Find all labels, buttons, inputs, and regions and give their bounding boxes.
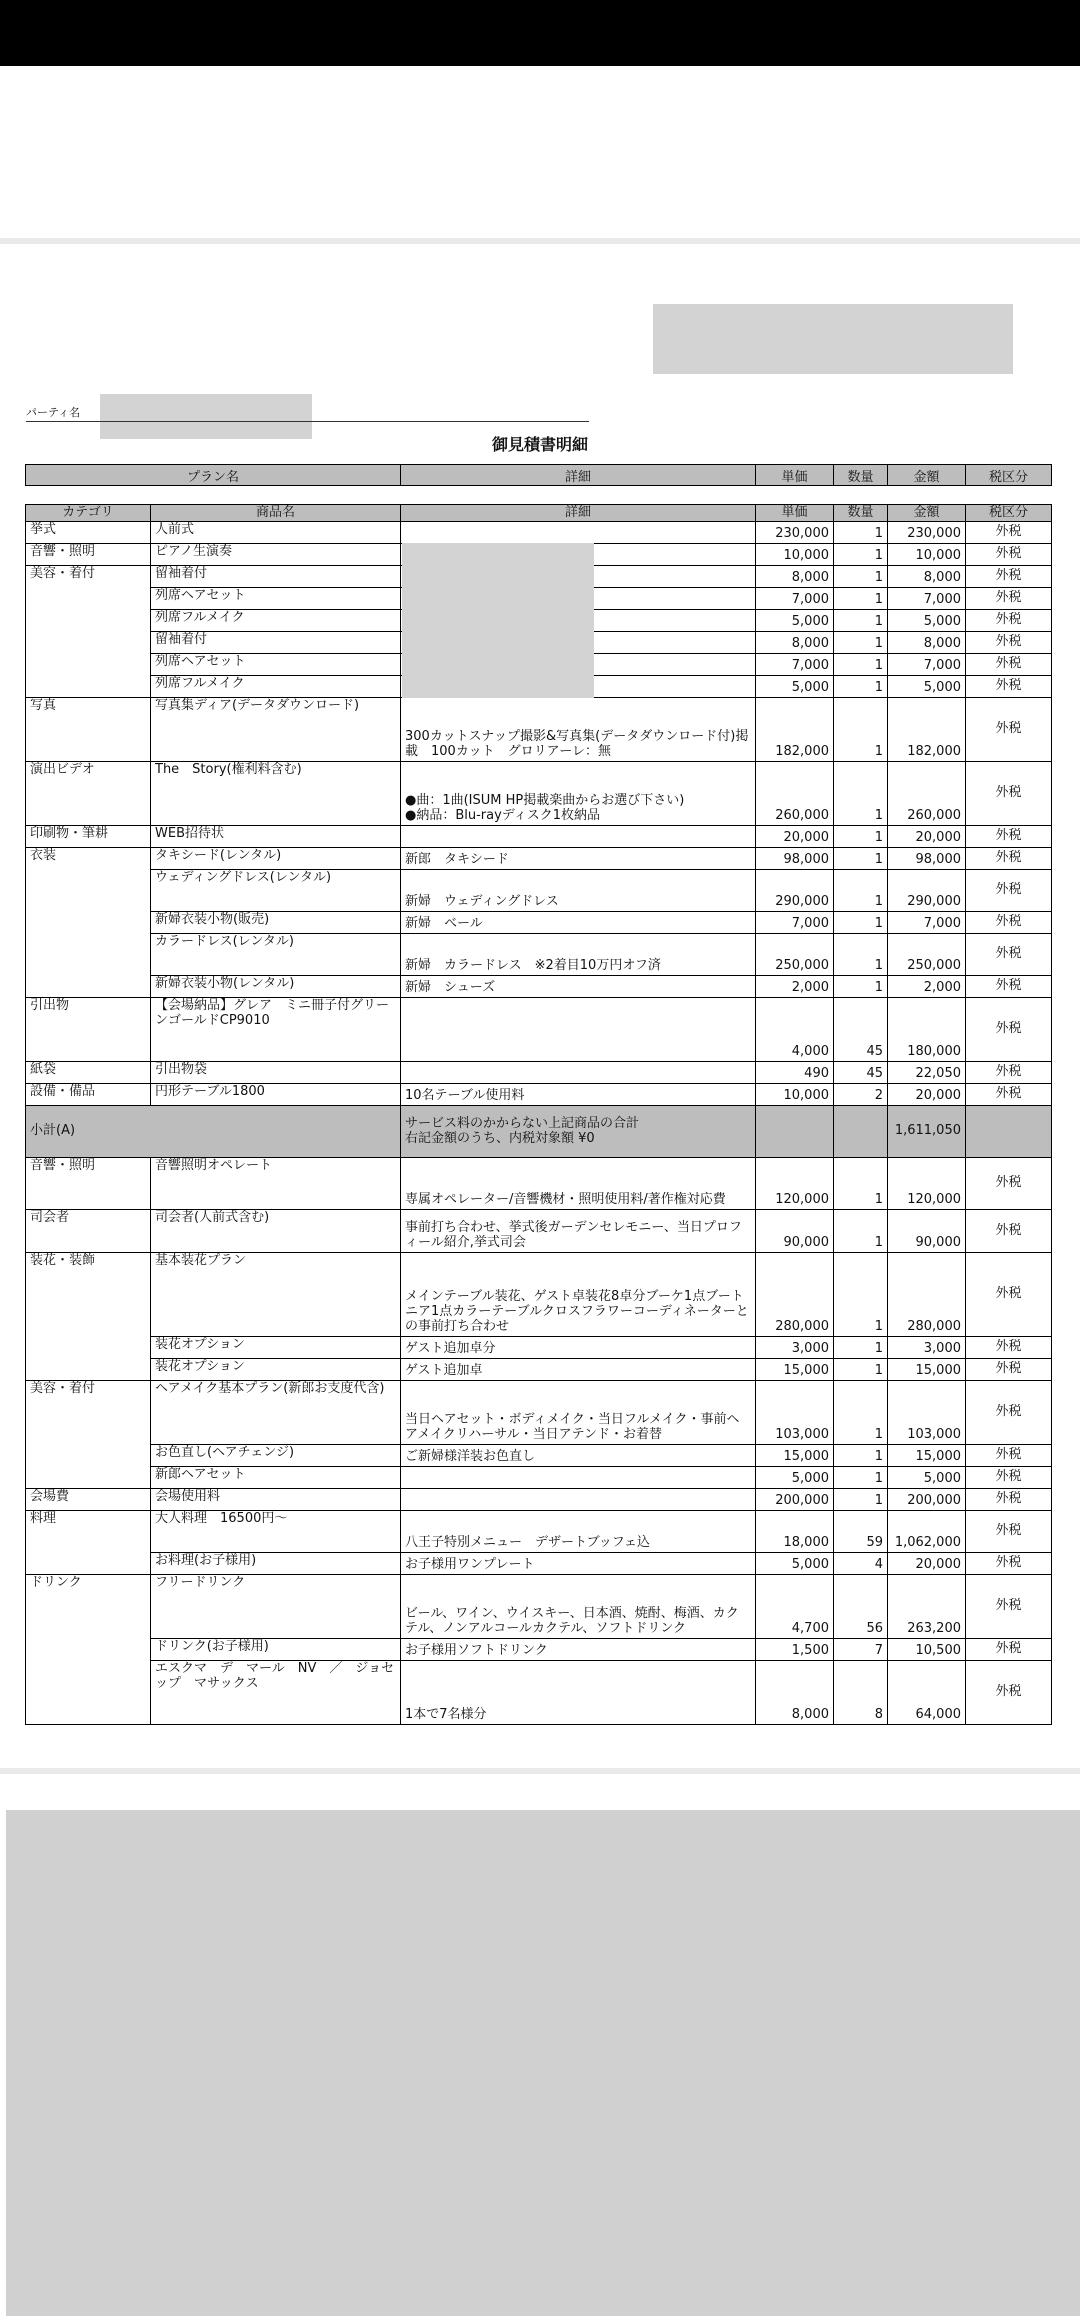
amount-cell: 250,000 (888, 934, 966, 976)
detail-cell: 1本で7名様分 (401, 1661, 756, 1725)
quantity-cell: 1 (834, 976, 888, 998)
category-cell (26, 976, 151, 998)
tax-category-cell: 外税 (966, 826, 1052, 848)
detail-cell: ゲスト追加卓 (401, 1359, 756, 1381)
item-name-cell: ウェディングドレス(レンタル) (151, 870, 401, 912)
detail-cell (401, 522, 756, 544)
category-cell: 料理 (26, 1511, 151, 1553)
tax-category-cell: 外税 (966, 762, 1052, 826)
unit-price-cell: 7,000 (756, 912, 834, 934)
plan-tax-header: 税区分 (966, 465, 1052, 486)
unit-price-cell: 5,000 (756, 1467, 834, 1489)
tax-category-cell: 外税 (966, 1445, 1052, 1467)
detail-cell: 事前打ち合わせ、挙式後ガーデンセレモニー、当日プロフィール紹介,挙式司会 (401, 1210, 756, 1253)
redacted-block (402, 543, 594, 698)
document-title: 御見積書明細 (491, 435, 588, 454)
amount-cell: 5,000 (888, 1467, 966, 1489)
table-row (26, 998, 1052, 1062)
amount-cell: 8,000 (888, 566, 966, 588)
unit-price-cell: 120,000 (756, 1158, 834, 1210)
unit-price-cell: 15,000 (756, 1445, 834, 1467)
tax-category-cell: 外税 (966, 1553, 1052, 1575)
tax-category-cell: 外税 (966, 1084, 1052, 1106)
subtotal-note-1: サービス料のかからない上記商品の合計 (405, 1115, 640, 1131)
status-bar (0, 0, 1080, 66)
amount-cell: 180,000 (888, 998, 966, 1062)
amount-cell: 7,000 (888, 912, 966, 934)
detail-cell: 新婦 シューズ (401, 976, 756, 998)
unit-price-cell: 5,000 (756, 1553, 834, 1575)
subtotal-detail (401, 1106, 756, 1158)
quantity-cell: 1 (834, 762, 888, 826)
category-cell: 演出ビデオ (26, 762, 151, 826)
quantity-cell: 45 (834, 998, 888, 1062)
table-row (26, 1062, 1052, 1084)
amount-cell: 5,000 (888, 610, 966, 632)
quantity-cell: 1 (834, 632, 888, 654)
detail-cell: ゲスト追加卓分 (401, 1337, 756, 1359)
category-cell (26, 1661, 151, 1725)
amount-cell: 98,000 (888, 848, 966, 870)
unit-price-cell: 90,000 (756, 1210, 834, 1253)
item-name-cell: 装花オプション (151, 1337, 401, 1359)
quantity-cell: 1 (834, 676, 888, 698)
amount-cell: 263,200 (888, 1575, 966, 1639)
amount-cell: 290,000 (888, 870, 966, 912)
tax-category-cell: 外税 (966, 522, 1052, 544)
item-name-cell: お料理(お子様用) (151, 1553, 401, 1575)
amount-cell: 182,000 (888, 698, 966, 762)
item-name-cell: ドリンク(お子様用) (151, 1639, 401, 1661)
amount-cell: 230,000 (888, 522, 966, 544)
amount-cell: 10,000 (888, 544, 966, 566)
category-cell (26, 610, 151, 632)
category-cell (26, 1337, 151, 1359)
quantity-cell: 1 (834, 698, 888, 762)
detail-cell (401, 1467, 756, 1489)
tax-column-header: 税区分 (966, 505, 1052, 522)
item-name-cell: カラードレス(レンタル) (151, 934, 401, 976)
detail-cell: 当日ヘアセット・ボディメイク・当日フルメイク・事前ヘアメイクリハーサル・当日アテンド・お着替 (401, 1381, 756, 1445)
quantity-cell: 1 (834, 1158, 888, 1210)
plan-detail-header: 詳細 (401, 465, 756, 486)
table-row (26, 934, 1052, 976)
tax-category-cell: 外税 (966, 1489, 1052, 1511)
item-name-cell: 新婦衣装小物(販売) (151, 912, 401, 934)
quantity-cell: 1 (834, 588, 888, 610)
tax-category-cell: 外税 (966, 912, 1052, 934)
category-cell (26, 632, 151, 654)
unit-price-cell: 4,000 (756, 998, 834, 1062)
item-name-cell: 新郎ヘアセット (151, 1467, 401, 1489)
category-cell (26, 1359, 151, 1381)
quantity-cell: 1 (834, 1467, 888, 1489)
tax-category-cell: 外税 (966, 1337, 1052, 1359)
subtotal-label: 小計(A) (26, 1106, 401, 1158)
unit-price-cell: 8,000 (756, 1661, 834, 1725)
amount-cell: 7,000 (888, 654, 966, 676)
category-column-header: カテゴリ (26, 505, 151, 522)
item-name-cell: 【会場納品】グレア ミニ冊子付グリーンゴールドCP9010 (151, 998, 401, 1062)
table-row (26, 1210, 1052, 1253)
item-name-cell: 留袖着付 (151, 632, 401, 654)
quantity-cell: 1 (834, 870, 888, 912)
table-row (26, 762, 1052, 826)
unit-price-cell: 8,000 (756, 632, 834, 654)
tax-category-cell: 外税 (966, 1467, 1052, 1489)
unit-price-cell: 5,000 (756, 610, 834, 632)
category-cell: 衣装 (26, 848, 151, 870)
party-name-underline (26, 421, 589, 422)
unit-price-cell: 1,500 (756, 1639, 834, 1661)
amount-cell: 5,000 (888, 676, 966, 698)
quantity-cell: 1 (834, 1359, 888, 1381)
unit-price-cell: 260,000 (756, 762, 834, 826)
amount-cell: 15,000 (888, 1359, 966, 1381)
item-name-cell: 写真集ディア(データダウンロード) (151, 698, 401, 762)
table-row (26, 1553, 1052, 1575)
quantity-cell: 1 (834, 1337, 888, 1359)
item-name-cell: ヘアメイク基本プラン(新郎お支度代含) (151, 1381, 401, 1445)
category-cell: 司会者 (26, 1210, 151, 1253)
unit-price-cell: 15,000 (756, 1359, 834, 1381)
table-row (26, 1661, 1052, 1725)
amount-cell: 90,000 (888, 1210, 966, 1253)
detail-cell (401, 1489, 756, 1511)
subtotal-row (26, 1106, 1052, 1158)
detail-cell (401, 1062, 756, 1084)
table-row (26, 1511, 1052, 1553)
unit-price-cell: 490 (756, 1062, 834, 1084)
tax-category-cell: 外税 (966, 848, 1052, 870)
quantity-cell: 4 (834, 1553, 888, 1575)
unit-price-cell: 98,000 (756, 848, 834, 870)
category-cell: 印刷物・筆耕 (26, 826, 151, 848)
tax-category-cell: 外税 (966, 632, 1052, 654)
detail-cell: ●曲：1曲(ISUM HP掲載楽曲からお選び下さい) ●納品：Blu-rayディスク1枚納品 (401, 762, 756, 826)
quantity-cell: 7 (834, 1639, 888, 1661)
quantity-cell: 1 (834, 912, 888, 934)
table-row (26, 1337, 1052, 1359)
tax-category-cell: 外税 (966, 1359, 1052, 1381)
item-name-cell: 装花オプション (151, 1359, 401, 1381)
detail-cell (401, 826, 756, 848)
detail-cell: お子様用ワンプレート (401, 1553, 756, 1575)
item-name-cell: 会場使用料 (151, 1489, 401, 1511)
amount-cell: 20,000 (888, 826, 966, 848)
detail-cell: お子様用ソフトドリンク (401, 1639, 756, 1661)
detail-cell: 10名テーブル使用料 (401, 1084, 756, 1106)
table-row (26, 522, 1052, 544)
tax-category-cell: 外税 (966, 1575, 1052, 1639)
category-cell (26, 588, 151, 610)
item-name-cell: 大人料理 16500円～ (151, 1511, 401, 1553)
amount-cell: 20,000 (888, 1553, 966, 1575)
detail-cell: 300カットスナップ撮影&写真集(データダウンロード付)掲載 100カット グロリアーレ：無 (401, 698, 756, 762)
amount-cell: 8,000 (888, 632, 966, 654)
tax-category-cell: 外税 (966, 934, 1052, 976)
quantity-cell: 56 (834, 1575, 888, 1639)
item-name-cell: 列席ヘアセット (151, 588, 401, 610)
unit-price-cell: 3,000 (756, 1337, 834, 1359)
table-row (26, 1158, 1052, 1210)
detail-cell: メインテーブル装花、ゲスト卓装花8卓分ブーケ1点ブートニア1点カラーテーブルクロスフラワーコーディネーターとの事前打ち合わせ (401, 1253, 756, 1337)
amount-cell: 120,000 (888, 1158, 966, 1210)
item-name-cell: タキシード(レンタル) (151, 848, 401, 870)
item-name-cell: 基本装花プラン (151, 1253, 401, 1337)
category-cell (26, 1445, 151, 1467)
unit-price-cell: 290,000 (756, 870, 834, 912)
quantity-cell: 2 (834, 1084, 888, 1106)
table-row (26, 848, 1052, 870)
amount-cell: 22,050 (888, 1062, 966, 1084)
unit-price-cell: 280,000 (756, 1253, 834, 1337)
item-name-cell: 司会者(人前式含む) (151, 1210, 401, 1253)
party-name-label: パーティ名 (26, 406, 81, 419)
item-name-cell: エスクマ デ マール NV ／ ジョセップ マサックス (151, 1661, 401, 1725)
category-cell: 美容・着付 (26, 566, 151, 588)
detail-cell: 専属オペレーター/音響機材・照明使用料/著作権対応費 (401, 1158, 756, 1210)
item-name-cell: お色直し(ヘアチェンジ) (151, 1445, 401, 1467)
unit-price-cell: 8,000 (756, 566, 834, 588)
redacted-page-area (6, 1810, 1080, 2316)
amount-cell: 260,000 (888, 762, 966, 826)
tax-category-cell: 外税 (966, 654, 1052, 676)
unit-price-cell: 10,000 (756, 1084, 834, 1106)
tax-category-cell: 外税 (966, 976, 1052, 998)
detail-cell: 新婦 カラードレス ※2着目10万円オフ済 (401, 934, 756, 976)
item-name-cell: 列席ヘアセット (151, 654, 401, 676)
detail-cell: 新婦 ウェディングドレス (401, 870, 756, 912)
plan-unit-price-header: 単価 (756, 465, 834, 486)
plan-name-header: プラン名 (26, 465, 401, 486)
category-cell (26, 934, 151, 976)
tax-category-cell: 外税 (966, 1158, 1052, 1210)
table-row (26, 912, 1052, 934)
unit-price-cell: 103,000 (756, 1381, 834, 1445)
unit-price-cell: 7,000 (756, 588, 834, 610)
unit-price-cell: 200,000 (756, 1489, 834, 1511)
tax-category-cell: 外税 (966, 998, 1052, 1062)
category-cell (26, 654, 151, 676)
category-cell: 美容・着付 (26, 1381, 151, 1445)
unit-price-cell: 250,000 (756, 934, 834, 976)
detail-column-header: 詳細 (401, 505, 756, 522)
category-cell: 写真 (26, 698, 151, 762)
quantity-cell: 45 (834, 1062, 888, 1084)
category-cell: 紙袋 (26, 1062, 151, 1084)
quantity-cell: 1 (834, 848, 888, 870)
quantity-cell: 1 (834, 654, 888, 676)
tax-category-cell: 外税 (966, 676, 1052, 698)
amount-cell: 64,000 (888, 1661, 966, 1725)
tax-category-cell: 外税 (966, 1210, 1052, 1253)
unit-price-cell: 18,000 (756, 1511, 834, 1553)
tax-category-cell: 外税 (966, 870, 1052, 912)
tax-category-cell: 外税 (966, 588, 1052, 610)
unit-price-column-header: 単価 (756, 505, 834, 522)
detail-cell: 新婦 ベール (401, 912, 756, 934)
item-name-cell: 円形テーブル1800 (151, 1084, 401, 1106)
quantity-cell: 1 (834, 522, 888, 544)
table-row (26, 1445, 1052, 1467)
quantity-cell: 1 (834, 1253, 888, 1337)
item-name-cell: 引出物袋 (151, 1062, 401, 1084)
table-row (26, 1467, 1052, 1489)
tax-category-cell: 外税 (966, 1661, 1052, 1725)
item-name-cell: 人前式 (151, 522, 401, 544)
amount-cell: 3,000 (888, 1337, 966, 1359)
category-cell: 音響・照明 (26, 1158, 151, 1210)
table-row (26, 698, 1052, 762)
table-row (26, 1253, 1052, 1337)
tax-category-cell: 外税 (966, 1062, 1052, 1084)
category-cell: 会場費 (26, 1489, 151, 1511)
category-cell (26, 1639, 151, 1661)
unit-price-cell: 10,000 (756, 544, 834, 566)
table-row (26, 976, 1052, 998)
tax-category-cell: 外税 (966, 1381, 1052, 1445)
tax-category-cell: 外税 (966, 1253, 1052, 1337)
tax-category-cell: 外税 (966, 1639, 1052, 1661)
subtotal-tax (966, 1106, 1052, 1158)
detail-cell (401, 998, 756, 1062)
table-row (26, 1639, 1052, 1661)
item-name-cell: 音響照明オペレート (151, 1158, 401, 1210)
quantity-cell: 1 (834, 1445, 888, 1467)
table-row (26, 1381, 1052, 1445)
table-row (26, 1359, 1052, 1381)
subtotal-amount: 1,611,050 (888, 1106, 966, 1158)
subtotal-quantity (834, 1106, 888, 1158)
quantity-cell: 1 (834, 934, 888, 976)
category-cell: 装花・装飾 (26, 1253, 151, 1337)
quantity-cell: 1 (834, 610, 888, 632)
tax-category-cell: 外税 (966, 566, 1052, 588)
item-name-cell: フリードリンク (151, 1575, 401, 1639)
subtotal-note-2: 右記金額のうち、内税対象額 ¥0 (405, 1130, 595, 1146)
item-name-cell: 列席フルメイク (151, 676, 401, 698)
category-cell: ドリンク (26, 1575, 151, 1639)
item-name-cell: The Story(権利料含む) (151, 762, 401, 826)
quantity-cell: 1 (834, 1210, 888, 1253)
amount-cell: 20,000 (888, 1084, 966, 1106)
detail-cell: 新郎 タキシード (401, 848, 756, 870)
category-cell (26, 1553, 151, 1575)
unit-price-cell: 2,000 (756, 976, 834, 998)
amount-cell: 103,000 (888, 1381, 966, 1445)
tax-category-cell: 外税 (966, 610, 1052, 632)
redacted-block (653, 304, 1013, 374)
table-row (26, 1084, 1052, 1106)
quantity-cell: 1 (834, 566, 888, 588)
amount-cell: 2,000 (888, 976, 966, 998)
tax-category-cell: 外税 (966, 698, 1052, 762)
table-row (26, 826, 1052, 848)
item-name-cell: ピアノ生演奏 (151, 544, 401, 566)
category-cell: 引出物 (26, 998, 151, 1062)
unit-price-cell: 4,700 (756, 1575, 834, 1639)
quantity-cell: 59 (834, 1511, 888, 1553)
page-divider (0, 1768, 1080, 1774)
unit-price-cell: 7,000 (756, 654, 834, 676)
tax-category-cell: 外税 (966, 544, 1052, 566)
quantity-cell: 8 (834, 1661, 888, 1725)
item-name-cell: WEB招待状 (151, 826, 401, 848)
item-name-cell: 新婦衣装小物(レンタル) (151, 976, 401, 998)
amount-column-header: 金額 (888, 505, 966, 522)
category-cell (26, 676, 151, 698)
table-row (26, 870, 1052, 912)
plan-header-table (25, 464, 1052, 486)
category-cell (26, 1467, 151, 1489)
unit-price-cell: 182,000 (756, 698, 834, 762)
amount-cell: 1,062,000 (888, 1511, 966, 1553)
page-divider (0, 238, 1080, 244)
item-name-cell: 列席フルメイク (151, 610, 401, 632)
amount-cell: 280,000 (888, 1253, 966, 1337)
amount-cell: 15,000 (888, 1445, 966, 1467)
detail-cell: ご新婦様洋装お色直し (401, 1445, 756, 1467)
quantity-cell: 1 (834, 826, 888, 848)
subtotal-unit-price (756, 1106, 834, 1158)
estimate-body (26, 522, 1052, 1725)
category-cell: 挙式 (26, 522, 151, 544)
category-cell (26, 912, 151, 934)
amount-cell: 7,000 (888, 588, 966, 610)
item-name-cell: 留袖着付 (151, 566, 401, 588)
quantity-cell: 1 (834, 1489, 888, 1511)
plan-quantity-header: 数量 (834, 465, 888, 486)
detail-cell: ビール、ワイン、ウイスキー、日本酒、焼酎、梅酒、カクテル、ノンアルコールカクテル、ソフトドリンク (401, 1575, 756, 1639)
amount-cell: 10,500 (888, 1639, 966, 1661)
category-cell: 設備・備品 (26, 1084, 151, 1106)
quantity-column-header: 数量 (834, 505, 888, 522)
item-column-header: 商品名 (151, 505, 401, 522)
unit-price-cell: 5,000 (756, 676, 834, 698)
unit-price-cell: 20,000 (756, 826, 834, 848)
table-row (26, 1489, 1052, 1511)
category-cell: 音響・照明 (26, 544, 151, 566)
table-row (26, 1575, 1052, 1639)
quantity-cell: 1 (834, 544, 888, 566)
tax-category-cell: 外税 (966, 1511, 1052, 1553)
detail-cell: 八王子特別メニュー デザートブッフェ込 (401, 1511, 756, 1553)
category-cell (26, 870, 151, 912)
amount-cell: 200,000 (888, 1489, 966, 1511)
quantity-cell: 1 (834, 1381, 888, 1445)
unit-price-cell: 230,000 (756, 522, 834, 544)
plan-amount-header: 金額 (888, 465, 966, 486)
